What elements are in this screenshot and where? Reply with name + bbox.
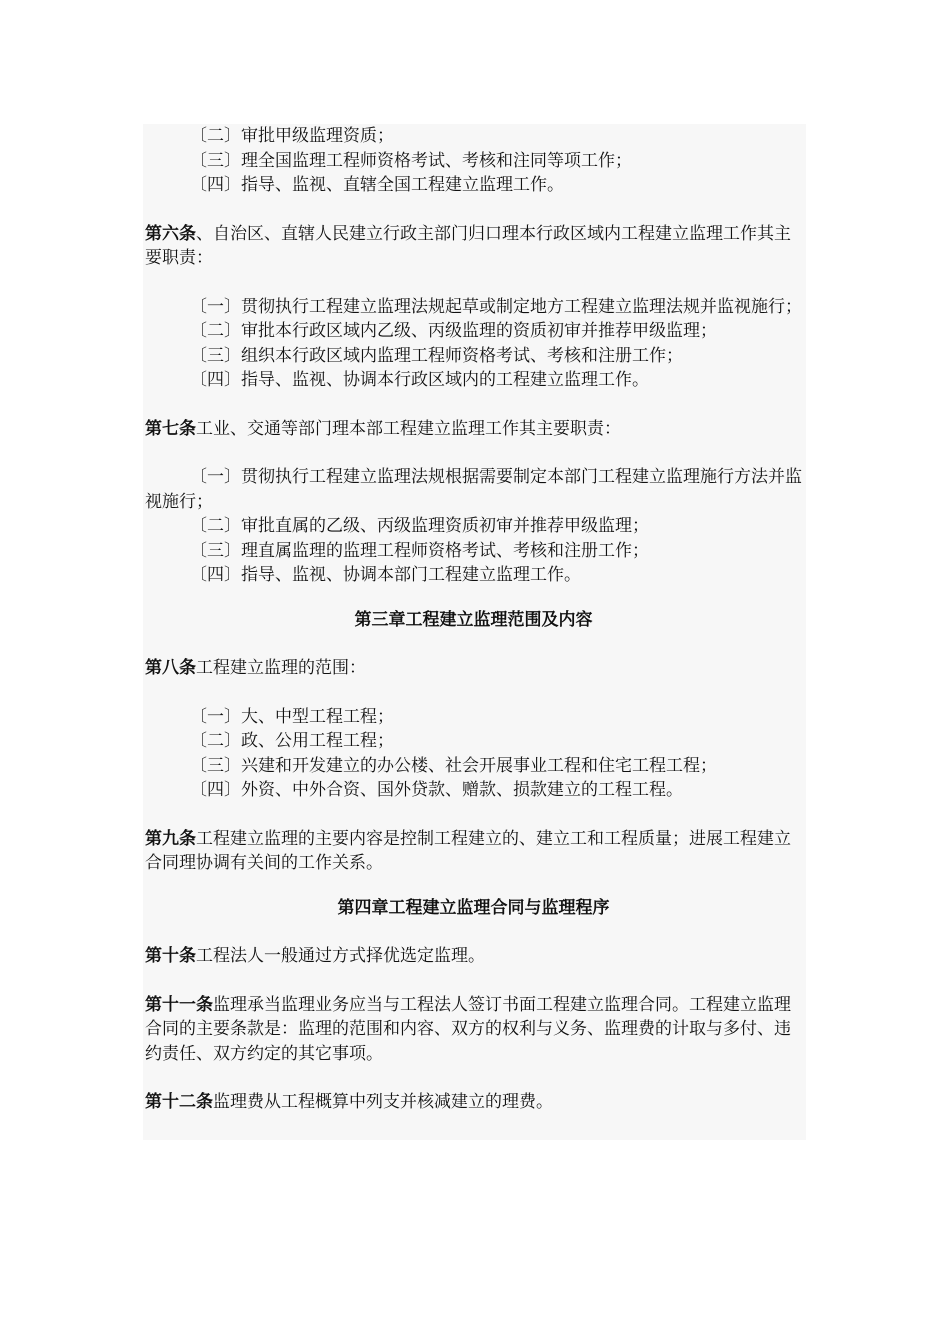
spacer xyxy=(145,969,802,993)
list-item: 〔三〕理直属监理的监理工程师资格考试、考核和注册工作； xyxy=(190,540,649,561)
spacer xyxy=(145,588,802,608)
article-text: 监理费从工程概算中列支并核减建立的理费。 xyxy=(213,1092,553,1112)
list-item: 〔二〕审批直属的乙级、丙级监理资质初审并推荐甲级监理； xyxy=(190,516,649,536)
list-item: 〔三〕组织本行政区域内监理工程师资格考试、考核和注册工作； xyxy=(190,345,683,366)
spacer xyxy=(145,803,802,827)
article-label: 第六条 xyxy=(145,223,196,244)
chapter-heading: 第三章工程建立监理范围及内容 xyxy=(354,609,593,630)
list-item: 〔四〕指导、监视、协调本行政区域内的工程建立监理工作。 xyxy=(190,370,649,390)
spacer xyxy=(145,1066,802,1090)
article-9 xyxy=(145,827,802,876)
document-page xyxy=(143,124,806,1140)
article-10 xyxy=(145,944,802,969)
list-item: 〔二〕审批甲级监理资质； xyxy=(190,126,394,146)
list-item: 〔四〕外资、中外合资、国外贷款、赠款、损款建立的工程工程。 xyxy=(190,780,683,800)
chapter-heading: 第四章工程建立监理合同与监理程序 xyxy=(337,897,610,918)
article-text: 工程法人一般通过方式择优选定监理。 xyxy=(196,946,485,966)
spacer xyxy=(145,271,802,295)
list-item: 〔三〕兴建和开发建立的办公楼、社会开展事业工程和住宅工程工程； xyxy=(190,755,717,776)
list-item: 〔二〕政、公用工程工程； xyxy=(190,731,394,751)
article-11 xyxy=(145,993,802,1067)
spacer xyxy=(145,441,802,465)
article-text: 监理承当监理业务应当与工程法人签订书面工程建立监理合同。工程建立监理合同的主要条款是：监理的范围和内容、双方的权利与义务、监理费的计取与多付、违约责任、双方约定的其它事项。 xyxy=(145,994,791,1064)
article-label: 第十一条 xyxy=(145,994,213,1015)
article-label: 第七条 xyxy=(145,418,196,439)
article-label: 第十二条 xyxy=(145,1092,213,1112)
list-item: 〔四〕指导、监视、协调本部门工程建立监理工作。 xyxy=(190,565,581,585)
list-item: 〔一〕大、中型工程工程； xyxy=(190,706,394,727)
spacer xyxy=(145,393,802,417)
spacer xyxy=(145,920,802,944)
spacer xyxy=(145,198,802,222)
list-item: 〔二〕审批本行政区域内乙级、丙级监理的资质初审并推荐甲级监理； xyxy=(190,321,717,341)
article-text: 工程建立监理的范围： xyxy=(196,658,366,678)
spacer xyxy=(145,876,802,896)
article-6 xyxy=(145,222,802,271)
list-item: 〔一〕贯彻执行工程建立监理法规起草或制定地方工程建立监理法规并监视施行； xyxy=(190,296,802,317)
list-item: 〔三〕理全国监理工程师资格考试、考核和注同等项工作； xyxy=(190,150,632,171)
article-label: 第十条 xyxy=(145,946,196,966)
list-item: 〔四〕指导、监视、直辖全国工程建立监理工作。 xyxy=(190,175,564,195)
article-label: 第九条 xyxy=(145,828,196,849)
article-text: 工程建立监理的主要内容是控制工程建立的、建立工和工程质量；进展工程建立合同理协调有关间的工作关系。 xyxy=(145,828,791,873)
article-7 xyxy=(145,417,802,442)
article-text: 工业、交通等部门理本部工程建立监理工作其主要职责： xyxy=(196,418,621,439)
spacer xyxy=(145,681,802,705)
article-12 xyxy=(145,1090,802,1115)
article-8 xyxy=(145,656,802,681)
list-item: 〔一〕贯彻执行工程建立监理法规根据需要制定本部门工程建立监理施行方法并监视施行； xyxy=(145,467,802,512)
spacer xyxy=(145,632,802,656)
article-label: 第八条 xyxy=(145,658,196,678)
article-text: 、自治区、直辖人民建立行政主部门归口理本行政区域内工程建立监理工作其主要职责： xyxy=(145,223,791,268)
